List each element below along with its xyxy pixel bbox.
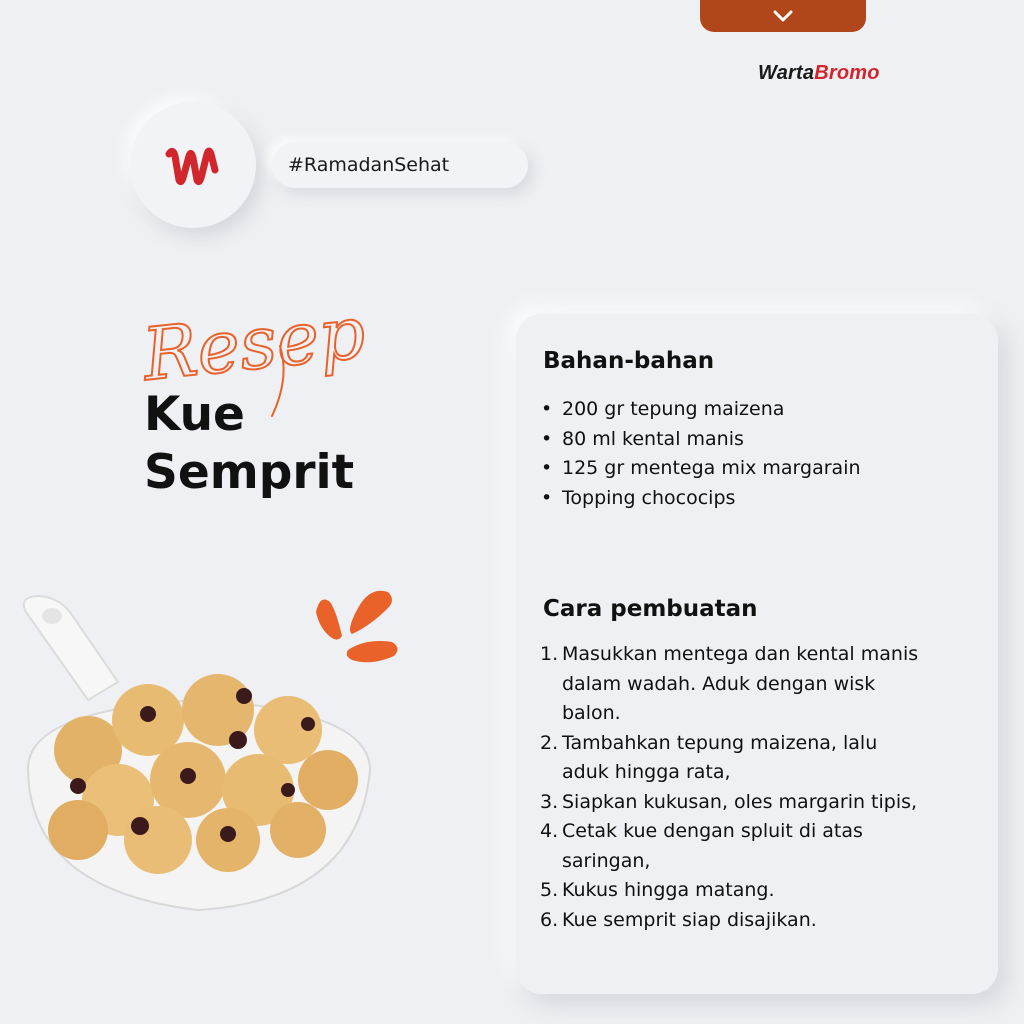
step-text: Siapkan kukusan, oles margarin tipis, (562, 790, 918, 813)
ingredients-list (541, 395, 861, 513)
list-item (540, 729, 922, 788)
method-heading: Cara pembuatan (543, 596, 758, 622)
list-item: • Topping chococips (541, 486, 736, 509)
method-steps (540, 640, 922, 935)
step-number: 3. (540, 790, 559, 813)
cookie-dish-image (18, 590, 378, 930)
step-text: Cetak kue dengan spluit di atas saringan, (562, 820, 863, 872)
step-text: Kukus hingga matang. (562, 879, 775, 901)
m-logo-icon (163, 140, 223, 190)
list-item (540, 906, 922, 936)
step-number: 4. (540, 820, 559, 842)
list-item (540, 876, 922, 906)
step-number: 5. (540, 879, 559, 901)
hashtag-text: #RamadanSehat (288, 154, 450, 176)
hashtag-pill (272, 142, 528, 188)
ingredient-text: 200 gr tepung maizena (562, 398, 785, 420)
recipe-title-line-2: Semprit (144, 445, 355, 500)
step-text: Masukkan mentega dan kental manis dalam wadah. Aduk dengan wisk balon. (562, 643, 919, 724)
chevron-down-icon (771, 8, 795, 24)
ingredient-text: 125 gr mentega mix margarain (562, 457, 861, 479)
list-item: • 125 gr mentega mix margarain (541, 457, 861, 479)
step-number: 2. (540, 731, 559, 754)
recipe-title-line-1: Kue (144, 387, 245, 442)
recipe-title (144, 386, 354, 502)
expand-tab[interactable] (700, 0, 866, 32)
ingredient-text: 80 ml kental manis (562, 427, 744, 450)
script-word-text: Resep (138, 289, 369, 397)
step-text: Kue semprit siap disajikan. (562, 908, 817, 931)
list-item (540, 640, 922, 729)
list-item (540, 788, 922, 818)
step-number: 1. (540, 643, 559, 665)
step-text: Tambahkan tepung maizena, lalu aduk hingga rata, (562, 731, 878, 783)
ingredients-heading: Bahan-bahan (543, 348, 715, 374)
brand-part-1: Warta (758, 62, 815, 84)
ingredient-text: Topping chococips (562, 486, 736, 509)
logo-badge (130, 102, 256, 228)
brand-part-2: Bromo (814, 62, 880, 84)
step-number: 6. (540, 908, 559, 931)
list-item: • 200 gr tepung maizena (541, 398, 785, 420)
list-item (540, 817, 922, 876)
list-item: • 80 ml kental manis (541, 427, 744, 450)
brand-logo (758, 62, 880, 85)
